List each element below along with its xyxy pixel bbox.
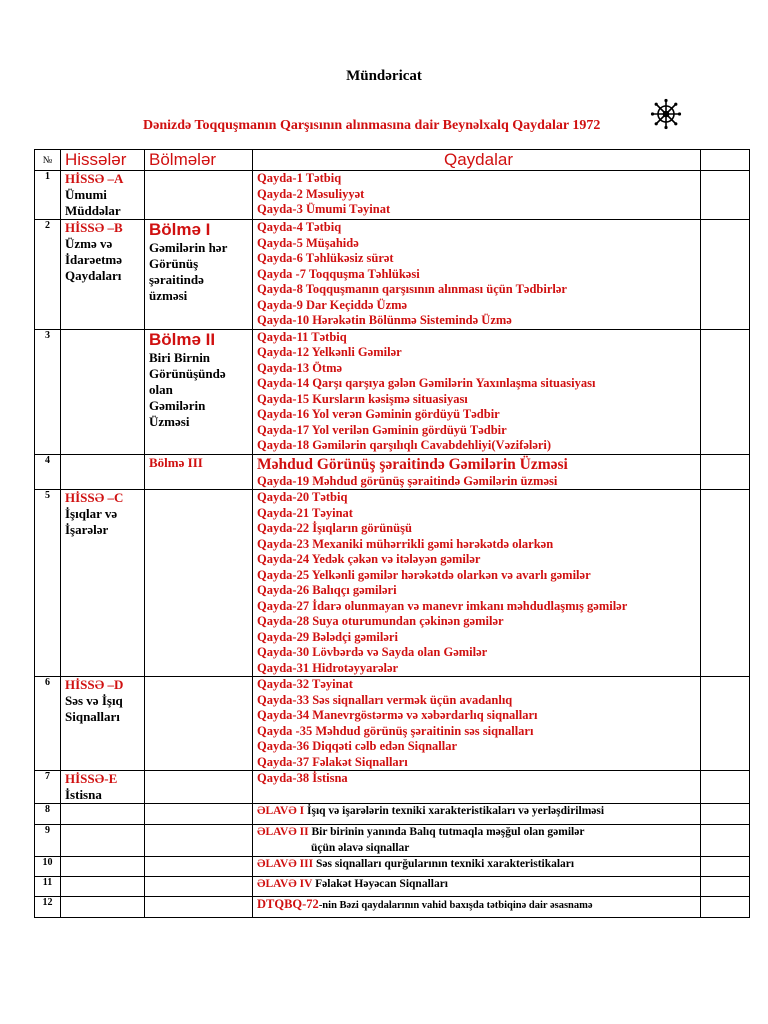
hisse-cell	[61, 897, 145, 918]
rule-item: Qayda-29 Bələdçi gəmiləri	[257, 629, 398, 644]
hisse-label: HİSSƏ –D	[65, 677, 124, 692]
hisse-label: HİSSƏ –B	[65, 220, 123, 235]
bolme-cell	[145, 877, 253, 897]
rule-item: Qayda-34 Manevrgöstərmə və xəbərdarlıq siqnalları	[257, 708, 538, 722]
rule-item: Qayda-21 Təyinat	[257, 505, 353, 520]
appendix-prefix: ƏLAVƏ III	[257, 858, 314, 870]
hisse-desc: Səs və İşıq	[65, 693, 123, 708]
table-row	[35, 220, 750, 330]
empty-cell	[701, 804, 750, 825]
hisse-cell	[61, 171, 145, 220]
empty-cell	[701, 677, 750, 771]
hisse-desc: Üzmə və	[65, 236, 113, 251]
hisse-cell	[61, 857, 145, 877]
appendix-prefix: DTQBQ-72	[257, 897, 319, 911]
bolme-desc: şəraitində	[149, 272, 204, 287]
table-row	[35, 677, 750, 771]
hisse-label: HİSSƏ –A	[65, 171, 124, 186]
appendix-prefix: ƏLAVƏ IV	[257, 878, 313, 890]
row-number: 10	[35, 857, 61, 877]
rule-item: Qayda-9 Dar Keçiddə Üzmə	[257, 297, 408, 312]
table-row	[35, 490, 750, 677]
bolme-cell	[145, 454, 253, 490]
document-title: Dənizdə Toqquşmanın Qarşısının alınmasına dair Beynəlxalq Qaydalar 1972	[143, 118, 601, 133]
appendix-text: -nin Bəzi qaydalarının vahid baxışda tətbiqinə dair əsasnamə	[318, 900, 593, 911]
rule-item: Qayda-31 Hidrotəyyarələr	[257, 660, 399, 675]
header-bolmeler: Bölmələr	[145, 150, 253, 171]
appendix-prefix: ƏLAVƏ II	[257, 826, 309, 838]
bolme-label: Bölmə III	[149, 454, 203, 470]
table-row	[35, 329, 750, 454]
rule-item: Qayda -35 Məhdud görünüş şəraitinin səs siqnalları	[257, 723, 534, 738]
table-row	[35, 877, 750, 897]
header-empty	[701, 150, 750, 171]
rule-item: Qayda-27 İdarə olunmayan və manevr imkanı məhdudlaşmış gəmilər	[257, 598, 628, 613]
bolme-cell	[145, 804, 253, 825]
rules-cell	[253, 454, 701, 490]
row-number: 4	[35, 454, 61, 490]
rule-item: Qayda-33 Səs siqnalları vermək üçün avadanlıq	[257, 692, 513, 707]
hisse-desc: İstisna	[65, 787, 102, 802]
rule-item: Qayda -7 Toqquşma Təhlükəsi	[257, 266, 420, 281]
empty-cell	[701, 771, 750, 804]
row-number: 6	[35, 677, 61, 771]
bolme-cell	[145, 171, 253, 220]
hisse-cell	[61, 771, 145, 804]
rules-cell	[253, 677, 701, 771]
rule-item: Qayda-19 Məhdud görünüş şəraitində Gəmilərin üzməsi	[257, 473, 558, 488]
hisse-cell	[61, 329, 145, 454]
hisse-desc: İdarəetmə	[65, 252, 123, 267]
table-row	[35, 804, 750, 825]
hisse-cell	[61, 877, 145, 897]
rule-item: Qayda-38 İstisna	[257, 771, 348, 785]
rule-item: Qayda-36 Diqqəti cəlb edən Siqnallar	[257, 739, 458, 753]
rule-item: Qayda-4 Tətbiq	[257, 220, 342, 234]
rules-cell	[253, 171, 701, 220]
rule-item: Qayda-26 Balıqçı gəmiləri	[257, 583, 397, 597]
rule-item: Qayda-25 Yelkənli gəmilər hərəkətdə olarkən və avarlı gəmilər	[257, 567, 591, 582]
rule-item: Qayda-11 Tətbiq	[257, 329, 347, 344]
appendix-text: Səs siqnalları qurğularının texniki xarakteristikaları	[313, 858, 575, 870]
rule-item: Qayda-20 Tətbiq	[257, 490, 348, 504]
empty-cell	[701, 825, 750, 857]
row-number: 7	[35, 771, 61, 804]
empty-cell	[701, 454, 750, 490]
table-row	[35, 897, 750, 918]
row-number: 8	[35, 804, 61, 825]
header-number: №	[35, 150, 61, 171]
hisse-cell	[61, 454, 145, 490]
empty-cell	[701, 897, 750, 918]
bolme-desc: Gəmilərin hər	[149, 240, 228, 255]
rules-cell	[253, 220, 701, 330]
rule-item: Qayda-8 Toqquşmanın qarşısının alınması üçün Tədbirlər	[257, 282, 567, 296]
appendix-text: üçün əlavə siqnallar	[311, 841, 410, 854]
table-row	[35, 771, 750, 804]
rules-cell	[253, 490, 701, 677]
bolme-label: Bölmə II	[149, 329, 216, 349]
hisse-desc: Ümumi	[65, 187, 107, 202]
table-row	[35, 857, 750, 877]
bolme-cell	[145, 897, 253, 918]
appendix-cell	[253, 804, 701, 825]
appendix-text: Fəlakət Həyəcan Siqnalları	[312, 878, 449, 890]
rule-item: Qayda-22 İşıqların görünüşü	[257, 521, 412, 535]
rule-item: Qayda-28 Suya oturumundan çəkinən gəmilər	[257, 614, 504, 628]
rule-item: Qayda-2 Məsuliyyət	[257, 186, 365, 201]
row-number: 9	[35, 825, 61, 857]
bolme-cell	[145, 490, 253, 677]
header-qaydalar: Qaydalar	[253, 150, 701, 171]
bolme-cell	[145, 220, 253, 330]
rule-item: Qayda-3 Ümumi Təyinat	[257, 202, 391, 216]
bolme-desc: Üzməsi	[149, 413, 190, 429]
empty-cell	[701, 329, 750, 454]
hisse-cell	[61, 825, 145, 857]
bolme-desc: Görünüş	[149, 256, 199, 271]
rule-item: Qayda-32 Təyinat	[257, 677, 353, 691]
rules-cell	[253, 329, 701, 454]
appendix-cell	[253, 825, 701, 857]
table-header-row	[35, 150, 750, 171]
rule-item: Qayda-16 Yol verən Gəminin gördüyü Tədbir	[257, 407, 500, 421]
table-row	[35, 171, 750, 220]
empty-cell	[701, 220, 750, 330]
rules-cell	[253, 771, 701, 804]
bolme-cell	[145, 857, 253, 877]
row-number: 2	[35, 220, 61, 330]
appendix-text: Bir birinin yanında Balıq tutmaqla məşğul olan gəmilər	[308, 826, 585, 838]
empty-cell	[701, 877, 750, 897]
hisse-label: HİSSƏ –C	[65, 490, 124, 505]
page-title: Mündəricat	[346, 68, 422, 84]
hisse-label: HİSSƏ-E	[65, 771, 118, 786]
section-heading: Məhdud Görünüş şəraitində Gəmilərin Üzməsi	[257, 455, 568, 473]
rule-item: Qayda-12 Yelkənli Gəmilər	[257, 345, 402, 359]
bolme-desc: olan	[149, 381, 173, 397]
rule-item: Qayda-15 Kursların kəsişmə situasiyası	[257, 391, 468, 406]
hisse-desc: Qaydaları	[65, 268, 122, 283]
ship-helm-icon	[650, 98, 682, 130]
hisse-cell	[61, 220, 145, 330]
hisse-desc: Müddəlar	[65, 203, 121, 218]
appendix-text: İşıq və işarələrin texniki xarakteristikaları və yerləşdirilməsi	[304, 805, 605, 817]
rule-item: Qayda-23 Mexaniki mühərrikli gəmi hərəkətdə olarkən	[257, 536, 554, 551]
row-number: 12	[35, 897, 61, 918]
empty-cell	[701, 171, 750, 220]
appendix-prefix: ƏLAVƏ I	[257, 805, 305, 817]
bolme-desc: Görünüşündə	[149, 365, 226, 381]
row-number: 1	[35, 171, 61, 220]
row-number: 5	[35, 490, 61, 677]
hisse-desc: Siqnalları	[65, 709, 120, 724]
bolme-cell	[145, 677, 253, 771]
rule-item: Qayda-1 Tətbiq	[257, 171, 342, 185]
appendix-cell	[253, 857, 701, 877]
appendix-cell	[253, 897, 701, 918]
rule-item: Qayda-10 Hərəkətin Bölünmə Sistemində Üzmə	[257, 313, 512, 327]
rule-item: Qayda-18 Gəmilərin qarşılıqlı Cavabdehliyi(Vəzifələri)	[257, 438, 552, 452]
rule-item: Qayda-6 Təhlükəsiz sürət	[257, 251, 394, 265]
table-row	[35, 825, 750, 857]
contents-table	[34, 149, 750, 918]
bolme-desc: Biri Birnin	[149, 349, 211, 365]
table-row	[35, 454, 750, 490]
row-number: 11	[35, 877, 61, 897]
rule-item: Qayda-17 Yol verilən Gəminin gördüyü Tədbir	[257, 422, 507, 437]
bolme-desc: Gəmilərin	[149, 397, 206, 413]
rule-item: Qayda-13 Ötmə	[257, 360, 343, 375]
rule-item: Qayda-14 Qarşı qarşıya gələn Gəmilərin Yaxınlaşma situasiyası	[257, 376, 596, 390]
rule-item: Qayda-30 Lövbərdə və Sayda olan Gəmilər	[257, 645, 488, 659]
bolme-cell	[145, 771, 253, 804]
bolme-label: Bölmə I	[149, 220, 211, 239]
hisse-cell	[61, 804, 145, 825]
hisse-cell	[61, 677, 145, 771]
bolme-cell	[145, 825, 253, 857]
rule-item: Qayda-5 Müşahidə	[257, 235, 359, 250]
row-number: 3	[35, 329, 61, 454]
hisse-desc: İşıqlar və	[65, 506, 118, 521]
hisse-cell	[61, 490, 145, 677]
appendix-cell	[253, 877, 701, 897]
bolme-cell	[145, 329, 253, 454]
empty-cell	[701, 857, 750, 877]
rule-item: Qayda-24 Yedək çəkən və itələyən gəmilər	[257, 552, 481, 566]
header-hisseler: Hissələr	[61, 150, 145, 171]
bolme-desc: üzməsi	[149, 288, 188, 303]
empty-cell	[701, 490, 750, 677]
rule-item: Qayda-37 Fəlakət Siqnalları	[257, 754, 408, 769]
hisse-desc: İşarələr	[65, 522, 109, 537]
